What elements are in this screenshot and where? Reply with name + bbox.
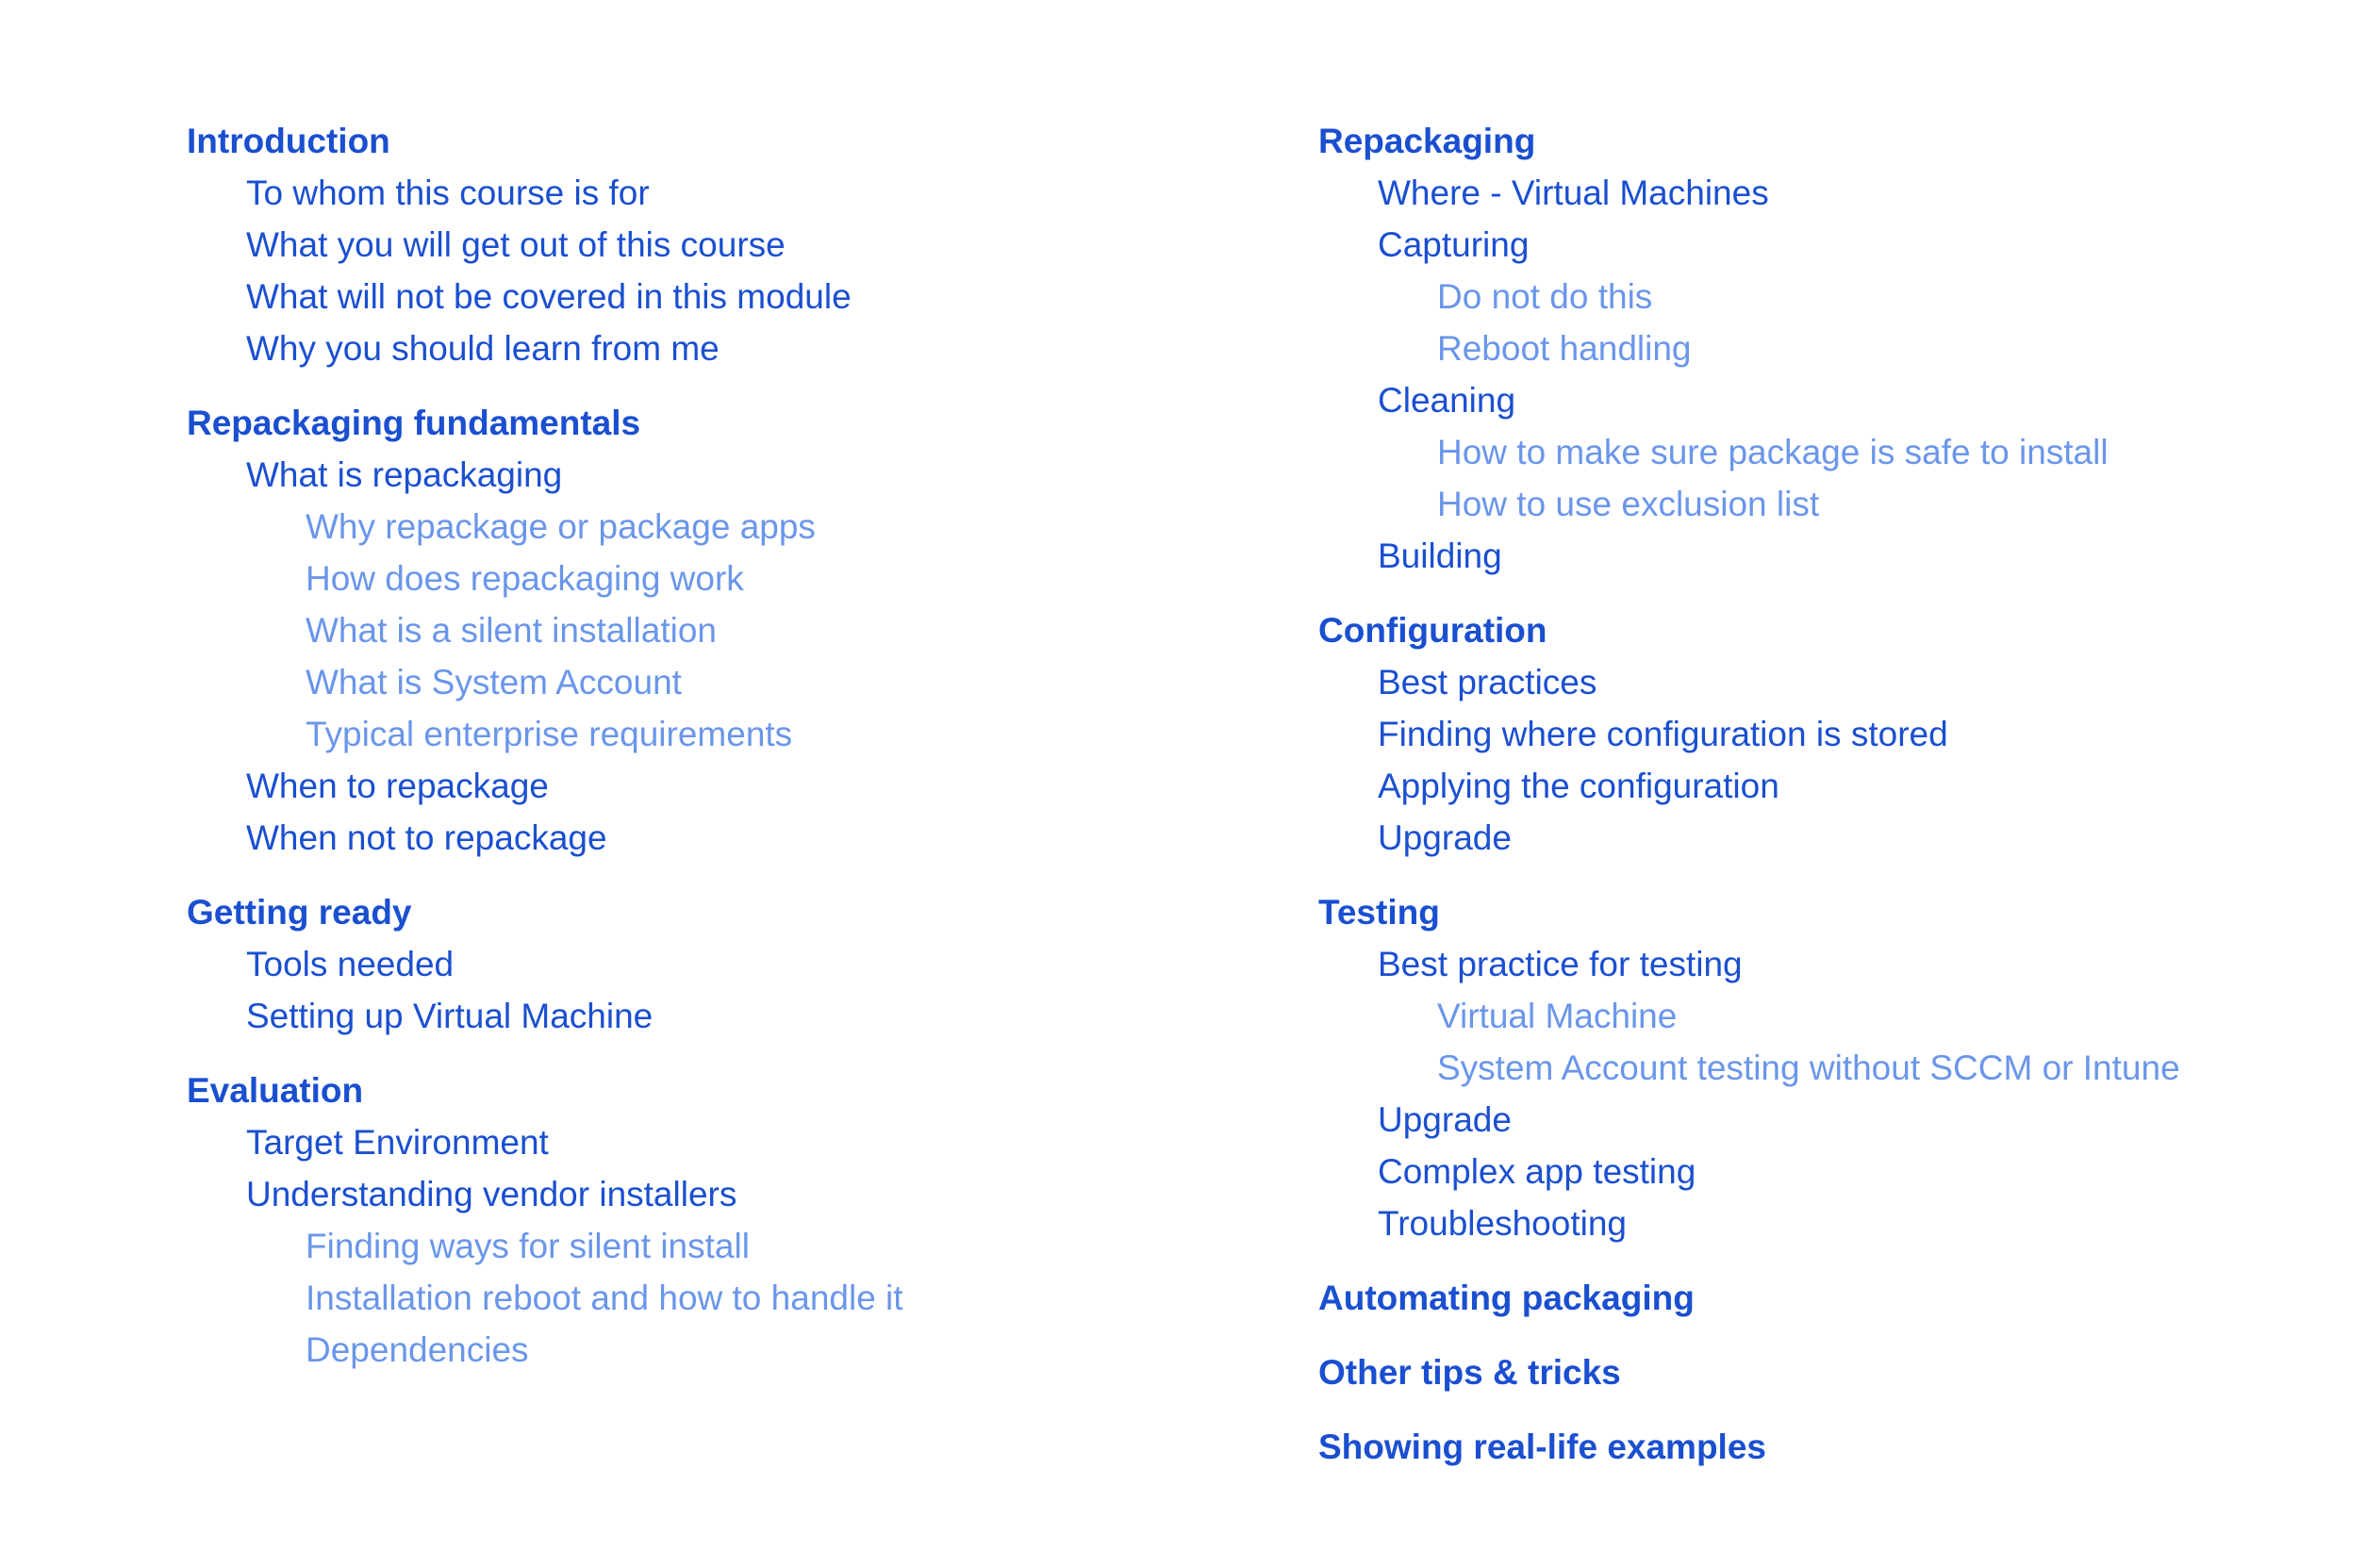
toc-topic: Best practice for testing bbox=[1378, 945, 1743, 983]
toc-subtopic: Reboot handling bbox=[1437, 329, 1692, 368]
toc-topic: Tools needed bbox=[246, 945, 455, 983]
toc-section-introduction bbox=[187, 115, 903, 374]
toc-right-column bbox=[1318, 115, 2180, 1495]
toc-topic: Troubleshooting bbox=[1378, 1204, 1627, 1243]
toc-subtopic: What is System Account bbox=[306, 663, 682, 701]
toc-section-automating-packaging bbox=[1318, 1272, 2180, 1324]
section-heading: Testing bbox=[1318, 893, 1440, 932]
toc-subtopic: Do not do this bbox=[1437, 277, 1653, 316]
toc-topic: Best practices bbox=[1378, 663, 1597, 701]
section-heading: Repackaging fundamentals bbox=[187, 404, 641, 442]
toc-topic: Upgrade bbox=[1378, 818, 1512, 857]
section-heading: Getting ready bbox=[187, 893, 412, 932]
section-heading: Showing real-life examples bbox=[1318, 1428, 1766, 1466]
toc-topic: Finding where configuration is stored bbox=[1378, 715, 1948, 753]
toc-subtopic: How to use exclusion list bbox=[1437, 485, 1820, 523]
toc-topic: Upgrade bbox=[1378, 1100, 1512, 1139]
toc-subtopic: Virtual Machine bbox=[1437, 997, 1678, 1035]
toc-section-configuration bbox=[1318, 604, 2180, 864]
toc-subtopic: How to make sure package is safe to install bbox=[1437, 433, 2109, 471]
toc-left-column bbox=[187, 115, 903, 1398]
toc-section-getting-ready bbox=[187, 886, 903, 1042]
toc-topic: What is repackaging bbox=[246, 455, 563, 494]
toc-section-repackaging bbox=[1318, 115, 2180, 582]
section-heading: Evaluation bbox=[187, 1071, 364, 1110]
toc-section-showing-real-life-examples bbox=[1318, 1421, 2180, 1473]
toc-topic: When to repackage bbox=[246, 767, 549, 805]
section-heading: Other tips & tricks bbox=[1318, 1353, 1621, 1392]
toc-topic: Complex app testing bbox=[1378, 1152, 1696, 1191]
toc-topic: Building bbox=[1378, 536, 1502, 575]
toc-topic: Setting up Virtual Machine bbox=[246, 997, 654, 1035]
toc-subtopic: Typical enterprise requirements bbox=[306, 715, 793, 753]
toc-subtopic: Finding ways for silent install bbox=[306, 1227, 750, 1265]
toc-topic: Where - Virtual Machines bbox=[1378, 173, 1769, 212]
toc-section-evaluation bbox=[187, 1065, 903, 1376]
toc-topic: What you will get out of this course bbox=[246, 225, 786, 264]
toc-topic: What will not be covered in this module bbox=[246, 277, 852, 316]
toc-subtopic: Why repackage or package apps bbox=[306, 507, 816, 546]
toc-section-other-tips-and-tricks bbox=[1318, 1346, 2180, 1398]
toc-subtopic: Dependencies bbox=[306, 1330, 529, 1369]
toc-subtopic: Installation reboot and how to handle it bbox=[306, 1279, 903, 1317]
toc-subtopic: How does repackaging work bbox=[306, 559, 744, 598]
toc-topic: Target Environment bbox=[246, 1123, 549, 1162]
toc-subtopic: System Account testing without SCCM or Intune bbox=[1437, 1048, 2180, 1087]
toc-topic: When not to repackage bbox=[246, 818, 607, 857]
toc-topic: Cleaning bbox=[1378, 381, 1516, 420]
toc-topic: Capturing bbox=[1378, 225, 1530, 264]
toc-topic: To whom this course is for bbox=[246, 173, 650, 212]
toc-topic: Why you should learn from me bbox=[246, 329, 720, 368]
section-heading: Automating packaging bbox=[1318, 1279, 1695, 1317]
toc-subtopic: What is a silent installation bbox=[306, 611, 717, 650]
section-heading: Configuration bbox=[1318, 611, 1547, 650]
toc-section-testing bbox=[1318, 886, 2180, 1249]
toc-section-repackaging-fundamentals bbox=[187, 397, 903, 864]
toc-topic: Understanding vendor installers bbox=[246, 1175, 737, 1213]
section-heading: Introduction bbox=[187, 122, 390, 160]
toc-topic: Applying the configuration bbox=[1378, 767, 1779, 805]
section-heading: Repackaging bbox=[1318, 122, 1536, 160]
